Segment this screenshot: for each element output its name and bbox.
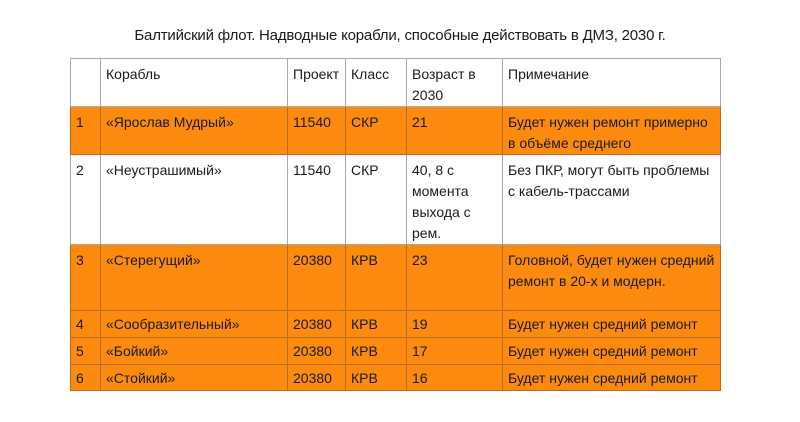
cell-class: КРВ <box>346 338 407 365</box>
cell-num: 1 <box>71 107 101 155</box>
cell-class: СКР <box>346 107 407 155</box>
page-title: Балтийский флот. Надводные корабли, способные действовать в ДМЗ, 2030 г. <box>134 27 666 44</box>
cell-class: КРВ <box>346 365 407 391</box>
cell-num: 6 <box>71 365 101 391</box>
cell-note: Головной, будет нужен средний ремонт в 20-х и модерн. <box>503 245 721 311</box>
table-row <box>71 338 721 365</box>
table-row <box>71 311 721 338</box>
cell-project: 20380 <box>288 311 346 338</box>
cell-note: Будет нужен ремонт примерно в объёме среднего <box>503 107 721 155</box>
header-project: Проект <box>288 59 346 107</box>
cell-age: 21 <box>407 107 503 155</box>
cell-class: КРВ <box>346 311 407 338</box>
cell-ship: «Стойкий» <box>101 365 288 391</box>
cell-num: 2 <box>71 155 101 245</box>
cell-age: 19 <box>407 311 503 338</box>
header-class: Класс <box>346 59 407 107</box>
cell-project: 11540 <box>288 107 346 155</box>
cell-ship: «Бойкий» <box>101 338 288 365</box>
cell-note: Без ПКР, могут быть проблемы с кабель-трассами <box>503 155 721 245</box>
cell-project: 20380 <box>288 365 346 391</box>
table-row <box>71 155 721 245</box>
header-age: Возраст в 2030 <box>407 59 503 107</box>
cell-ship: «Стерегущий» <box>101 245 288 311</box>
cell-ship: «Ярослав Мудрый» <box>101 107 288 155</box>
cell-note: Будет нужен средний ремонт <box>503 365 721 391</box>
cell-num: 5 <box>71 338 101 365</box>
cell-class: КРВ <box>346 245 407 311</box>
cell-num: 4 <box>71 311 101 338</box>
header-num <box>71 59 101 107</box>
cell-project: 20380 <box>288 338 346 365</box>
table-row <box>71 107 721 155</box>
table-row <box>71 365 721 391</box>
cell-age: 40, 8 с момента выхода с рем. <box>407 155 503 245</box>
cell-age: 23 <box>407 245 503 311</box>
cell-project: 20380 <box>288 245 346 311</box>
cell-age: 16 <box>407 365 503 391</box>
cell-note: Будет нужен средний ремонт <box>503 338 721 365</box>
cell-ship: «Сообразительный» <box>101 311 288 338</box>
header-ship: Корабль <box>101 59 288 107</box>
table-header-row <box>71 59 721 107</box>
cell-num: 3 <box>71 245 101 311</box>
header-note: Примечание <box>503 59 721 107</box>
cell-class: СКР <box>346 155 407 245</box>
table-row <box>71 245 721 311</box>
cell-age: 17 <box>407 338 503 365</box>
cell-ship: «Неустрашимый» <box>101 155 288 245</box>
ships-table <box>70 58 721 391</box>
cell-note: Будет нужен средний ремонт <box>503 311 721 338</box>
cell-project: 11540 <box>288 155 346 245</box>
